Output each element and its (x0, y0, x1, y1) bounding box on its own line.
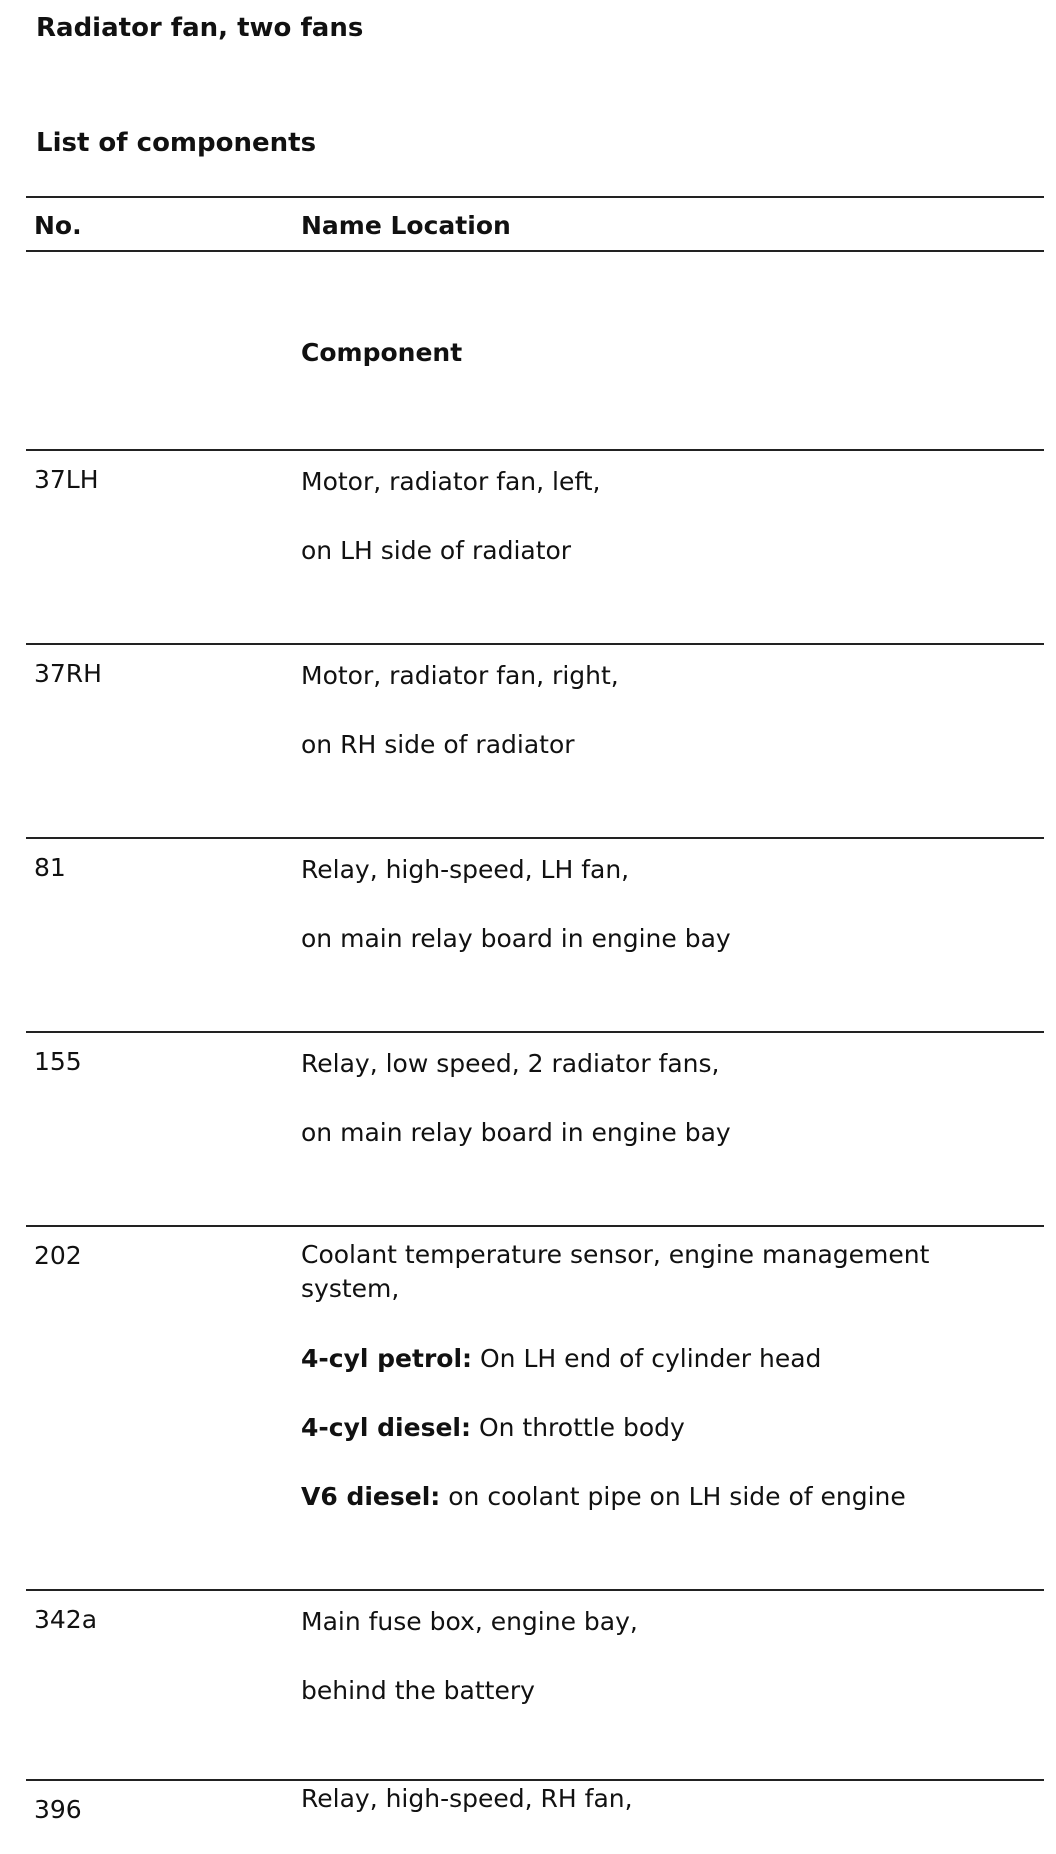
description-text: on RH side of radiator (301, 730, 575, 759)
component-number: 37LH (34, 465, 99, 494)
component-description-line (301, 728, 1021, 762)
component-description-line (301, 1480, 1021, 1514)
component-description-line (301, 1782, 1021, 1816)
column-header-no: No. (34, 211, 82, 240)
component-number: 342a (34, 1605, 98, 1634)
description-text: Motor, radiator fan, right, (301, 661, 619, 690)
component-number: 202 (34, 1241, 82, 1270)
component-description-line (301, 1238, 1021, 1306)
table-row-divider (26, 449, 1044, 451)
description-text: On throttle body (478, 1413, 685, 1442)
document-title: Radiator fan, two fans (36, 13, 364, 43)
description-text: On LH end of cylinder head (480, 1344, 822, 1373)
variant-label: 4-cyl diesel: (301, 1413, 471, 1442)
table-row-divider (26, 1225, 1044, 1227)
component-description-line (301, 659, 1021, 693)
table-row-divider (26, 643, 1044, 645)
description-text: on LH side of radiator (301, 536, 572, 565)
component-description-line (301, 922, 1021, 956)
description-text: Main fuse box, engine bay, (301, 1607, 638, 1636)
table-row-divider (26, 1589, 1044, 1591)
component-description-line (301, 1605, 1021, 1639)
component-number: 396 (34, 1795, 82, 1824)
component-number: 81 (34, 853, 66, 882)
component-description-line (301, 853, 1021, 887)
table-top-rule (26, 196, 1044, 198)
description-text: on coolant pipe on LH side of engine (448, 1482, 906, 1511)
column-header-name-location: Name Location (301, 211, 511, 240)
description-text: Relay, high-speed, LH fan, (301, 855, 630, 884)
component-description-line (301, 1411, 1021, 1445)
section-title: List of components (36, 128, 317, 158)
table-row-divider (26, 1779, 1044, 1781)
description-text: Coolant temperature sensor, engine management system, (301, 1240, 930, 1303)
description-text: behind the battery (301, 1676, 535, 1705)
component-number: 37RH (34, 659, 102, 688)
component-description-line (301, 1116, 1021, 1150)
table-row-divider (26, 1031, 1044, 1033)
component-subheading: Component (301, 338, 463, 367)
variant-label: 4-cyl petrol: (301, 1344, 473, 1373)
component-description-line (301, 465, 1021, 499)
component-description-line (301, 534, 1021, 568)
component-number: 155 (34, 1047, 82, 1076)
table-header-rule (26, 250, 1044, 252)
description-text: Relay, high-speed, RH fan, (301, 1784, 633, 1813)
table-row-divider (26, 837, 1044, 839)
description-text: on main relay board in engine bay (301, 924, 731, 953)
component-description-line (301, 1674, 1021, 1708)
component-description-line (301, 1047, 1021, 1081)
description-text: Motor, radiator fan, left, (301, 467, 601, 496)
description-text: on main relay board in engine bay (301, 1118, 731, 1147)
description-text: Relay, low speed, 2 radiator fans, (301, 1049, 720, 1078)
variant-label: V6 diesel: (301, 1482, 441, 1511)
component-description-line (301, 1342, 1021, 1376)
